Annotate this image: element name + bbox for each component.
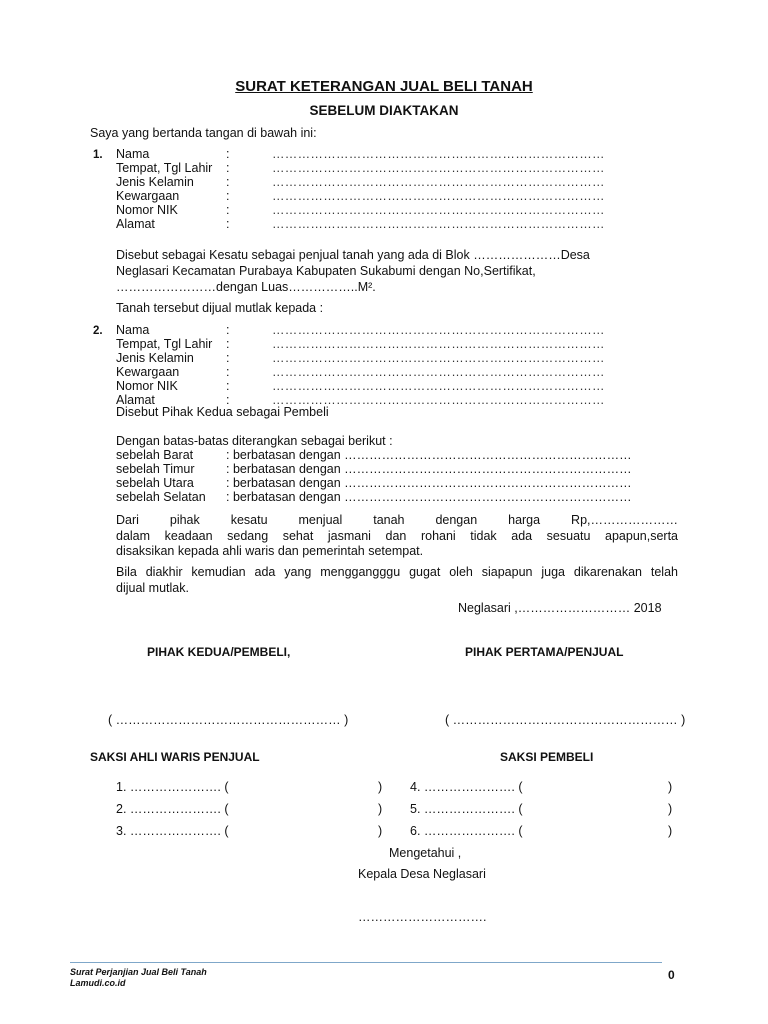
border-north-label: sebelah Utara (116, 476, 194, 490)
witness-3-close: ) (378, 824, 383, 838)
party1-label-alamat: Alamat (116, 217, 155, 231)
party2-colon: : (226, 323, 230, 337)
witness-2-close: ) (378, 802, 383, 816)
document-title: SURAT KETERANGAN JUAL BELI TANAH (235, 78, 533, 95)
buyer-signature-line: ( ……………………………………………… ) (108, 713, 349, 727)
seller-description-line1: Disebut sebagai Kesatu sebagai penjual tanah yang ada di Blok …………………Desa (116, 248, 590, 262)
party2-colon: : (226, 379, 230, 393)
party1-number: 1. (93, 149, 103, 161)
witness-1-close: ) (378, 780, 383, 794)
party2-field-blank: …………………………………………………………………… (272, 323, 605, 337)
borders-intro: Dengan batas-batas diterangkan sebagai berikut : (116, 434, 393, 448)
footer-title: Surat Perjanjian Jual Beli Tanah (70, 967, 207, 977)
border-south-label: sebelah Selatan (116, 490, 206, 504)
border-north-text: : berbatasan dengan …………………………………………………………… (226, 476, 632, 490)
border-east-label: sebelah Timur (116, 462, 195, 476)
party2-label-ttl: Tempat, Tgl Lahir (116, 337, 213, 351)
village-head-title: Kepala Desa Neglasari (358, 867, 486, 881)
party2-label-kewargaan: Kewargaan (116, 365, 180, 379)
party1-colon: : (226, 217, 230, 231)
party1-field-blank: …………………………………………………………………… (272, 203, 605, 217)
seller-heading: PIHAK PERTAMA/PENJUAL (465, 645, 624, 659)
border-south-text: : berbatasan dengan …………………………………………………………… (226, 490, 632, 504)
witness-buyer-heading: SAKSI PEMBELI (500, 750, 594, 764)
seller-description-line3: ……………………dengan Luas……………..M². (116, 280, 376, 294)
page-number: 0 (668, 968, 675, 982)
party1-colon: : (226, 203, 230, 217)
party1-field-blank: …………………………………………………………………… (272, 175, 605, 189)
witness-4: 4. …………………. ( (410, 780, 523, 794)
seller-signature-line: ( ……………………………………………… ) (445, 713, 686, 727)
price-line1: Dari pihak kesatu menjual tanah dengan harga Rp,………………… (116, 513, 678, 527)
party2-colon: : (226, 351, 230, 365)
party1-label-kewargaan: Kewargaan (116, 189, 180, 203)
party2-number: 2. (93, 325, 103, 337)
place-date: Neglasari ,……………………… 2018 (458, 601, 662, 615)
witness-6: 6. …………………. ( (410, 824, 523, 838)
party1-label-ttl: Tempat, Tgl Lahir (116, 161, 213, 175)
party2-label-nama: Nama (116, 323, 150, 337)
party2-label-nik: Nomor NIK (116, 379, 178, 393)
dispute-line1: Bila diakhir kemudian ada yang menggangggu gugat oleh siapapun juga dikarenakan telah (116, 565, 678, 579)
party2-field-blank: …………………………………………………………………… (272, 351, 605, 365)
border-east-text: : berbatasan dengan …………………………………………………………… (226, 462, 632, 476)
witness-1: 1. …………………. ( (116, 780, 229, 794)
witness-4-close: ) (668, 780, 673, 794)
party1-label-jk: Jenis Kelamin (116, 175, 194, 189)
footer-divider (70, 962, 662, 963)
party2-label-jk: Jenis Kelamin (116, 351, 194, 365)
witness-3: 3. …………………. ( (116, 824, 229, 838)
party2-field-blank: …………………………………………………………………… (272, 379, 605, 393)
village-head-signature-line: …………………………. (358, 910, 487, 924)
party2-field-blank: …………………………………………………………………… (272, 393, 605, 407)
party1-colon: : (226, 147, 230, 161)
witness-2: 2. …………………. ( (116, 802, 229, 816)
party1-field-blank: …………………………………………………………………… (272, 161, 605, 175)
party1-colon: : (226, 161, 230, 175)
intro-text: Saya yang bertanda tangan di bawah ini: (90, 126, 317, 140)
party1-colon: : (226, 189, 230, 203)
party2-colon: : (226, 393, 230, 407)
buyer-note: Disebut Pihak Kedua sebagai Pembeli (116, 405, 329, 419)
buyer-heading: PIHAK KEDUA/PEMBELI, (147, 645, 291, 659)
party2-field-blank: …………………………………………………………………… (272, 365, 605, 379)
sold-to-text: Tanah tersebut dijual mutlak kepada : (116, 301, 324, 315)
border-west-text: : berbatasan dengan …………………………………………………………… (226, 448, 632, 462)
seller-description-line2: Neglasari Kecamatan Purabaya Kabupaten Sukabumi dengan No,Sertifikat, (116, 264, 536, 278)
dispute-line2: dijual mutlak. (116, 581, 189, 595)
border-west-label: sebelah Barat (116, 448, 194, 462)
document-subtitle: SEBELUM DIAKTAKAN (309, 103, 459, 118)
price-line2: dalam keadaan sedang sehat jasmani dan rohani tidak ada sesuatu apapun,serta (116, 529, 678, 543)
party1-field-blank: …………………………………………………………………… (272, 147, 605, 161)
party1-label-nik: Nomor NIK (116, 203, 178, 217)
acknowledged-text: Mengetahui , (389, 846, 462, 860)
party1-field-blank: …………………………………………………………………… (272, 217, 605, 231)
witness-seller-heading: SAKSI AHLI WARIS PENJUAL (90, 750, 260, 764)
party1-colon: : (226, 175, 230, 189)
party2-colon: : (226, 337, 230, 351)
price-line3: disaksikan kepada ahli waris dan pemerintah setempat. (116, 544, 424, 558)
party1-label-nama: Nama (116, 147, 150, 161)
party1-field-blank: …………………………………………………………………… (272, 189, 605, 203)
party2-colon: : (226, 365, 230, 379)
witness-5-close: ) (668, 802, 673, 816)
witness-6-close: ) (668, 824, 673, 838)
party2-label-alamat: Alamat (116, 393, 155, 407)
witness-5: 5. …………………. ( (410, 802, 523, 816)
footer-site: Lamudi.co.id (70, 978, 126, 988)
party2-field-blank: …………………………………………………………………… (272, 337, 605, 351)
